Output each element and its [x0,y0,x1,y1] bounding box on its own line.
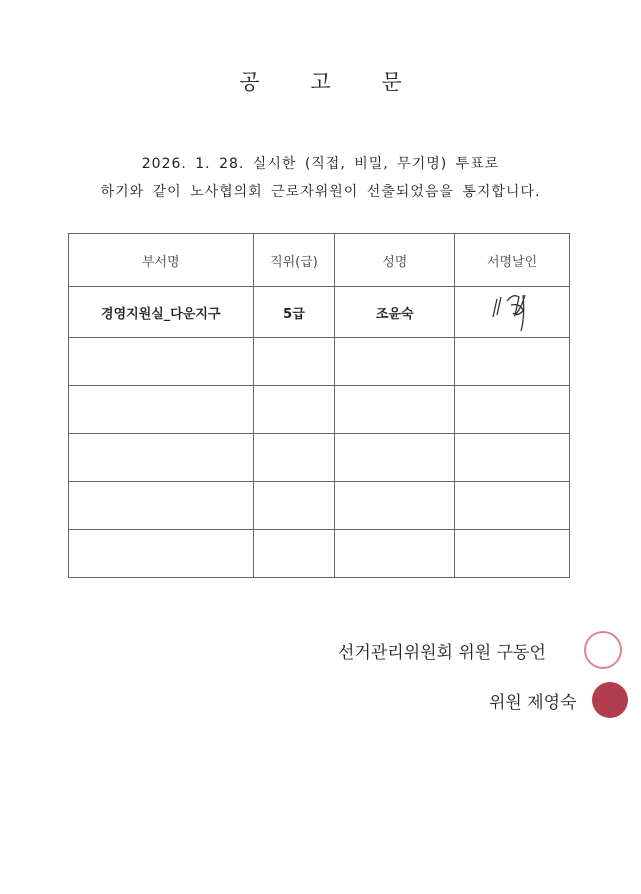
cell-name [335,482,455,530]
cell-name [335,434,455,482]
cell-department [69,386,254,434]
header-department: 부서명 [69,234,254,287]
seal-stamp-1 [584,631,622,669]
cell-signature [455,338,570,386]
cell-name [335,530,455,578]
cell-signature [455,287,570,338]
handwritten-signature [487,287,537,333]
candidate-table [68,233,570,578]
signature-line-1: 선거관리위원회 위원 구동언 [338,643,546,663]
cell-department [69,530,254,578]
cell-position [253,386,335,434]
cell-position [253,338,335,386]
cell-name [335,386,455,434]
cell-department [69,482,254,530]
cell-signature [455,482,570,530]
document-title: 공 고 문 [239,70,424,94]
cell-department [69,338,254,386]
signature-line-2: 위원 제영숙 [489,693,577,713]
cell-name [335,338,455,386]
cell-position [253,530,335,578]
cell-position: 5급 [253,287,335,338]
table-row [69,434,570,482]
table-row [69,482,570,530]
table-row [69,386,570,434]
header-signature: 서명날인 [455,234,570,287]
cell-signature [455,386,570,434]
intro-line-1: 2026. 1. 28. 실시한 (직접, 비밀, 무기명) 투표로 [141,156,500,172]
cell-department: 경영지원실_다운지구 [69,287,254,338]
cell-position [253,434,335,482]
table-row [69,338,570,386]
table-row [69,287,570,338]
seal-stamp-2 [592,682,628,718]
cell-position [253,482,335,530]
header-position: 직위(급) [253,234,335,287]
table-row [69,530,570,578]
cell-signature [455,434,570,482]
header-name: 성명 [335,234,455,287]
table-header-row [69,234,570,287]
cell-signature [455,530,570,578]
intro-line-2: 하기와 같이 노사협의회 근로자위원이 선출되었음을 통지합니다. [100,184,541,200]
cell-name: 조윤숙 [335,287,455,338]
cell-department [69,434,254,482]
